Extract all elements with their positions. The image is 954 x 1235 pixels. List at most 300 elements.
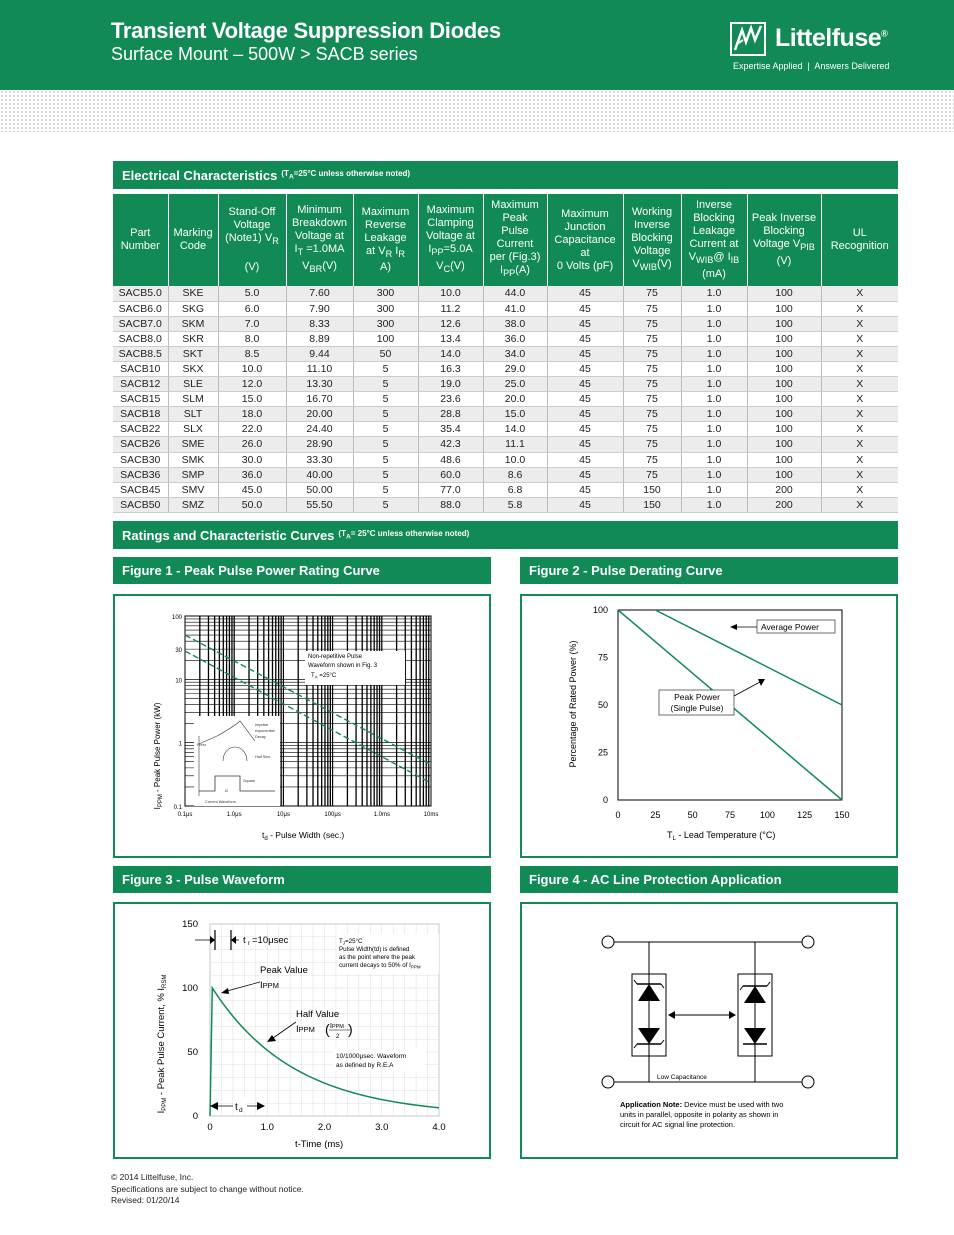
page-footer	[111, 1172, 304, 1207]
figure2-x-tick: 75	[724, 810, 736, 820]
brand-logo: Littelfuse®	[775, 24, 888, 52]
table-cell: X	[821, 437, 898, 452]
table-cell: 7.90	[286, 301, 353, 316]
table-cell: 10.0	[418, 286, 483, 301]
table-cell: SACB30	[113, 452, 168, 467]
table-cell: 45	[547, 497, 623, 512]
table-cell: SMK	[168, 452, 218, 467]
footer-revised: Revised: 01/20/14	[111, 1195, 180, 1205]
table-cell: 5	[353, 437, 418, 452]
table-cell: 16.70	[286, 392, 353, 407]
table-cell: 100	[747, 422, 821, 437]
peak-value-label: Peak Value IPPM	[260, 965, 308, 991]
table-cell: 1.0	[681, 437, 747, 452]
table-cell: 18.0	[218, 407, 286, 422]
table-cell: 11.2	[418, 301, 483, 316]
table-row	[113, 392, 898, 407]
page-header	[0, 0, 954, 90]
terminal-top-right	[802, 936, 814, 948]
table-cell: 150	[623, 497, 681, 512]
table-cell: X	[821, 301, 898, 316]
col-junction-capacitance: Maximum Junction Capacitance at 0 Volts (pF)	[547, 194, 623, 286]
table-cell: 100	[747, 407, 821, 422]
table-cell: 41.0	[483, 301, 547, 316]
figure1-y-tick: 0.1	[173, 805, 182, 811]
table-cell: SACB6.0	[113, 301, 168, 316]
low-capacitance-label: Low Capacitance	[657, 1074, 707, 1081]
table-cell: 29.0	[483, 361, 547, 376]
table-cell: 75	[623, 316, 681, 331]
peak-power-label: Peak Power (Single Pulse)	[670, 692, 724, 713]
col-peak-pulse-current: Maximum Peak Pulse Current per (Fig.3) $I_{PP}(A)$	[483, 194, 547, 286]
table-cell: 1.0	[681, 467, 747, 482]
table-cell: SKT	[168, 346, 218, 361]
table-cell: 15.0	[483, 407, 547, 422]
footer-disclaimer: Specifications are subject to change without notice.	[111, 1183, 304, 1194]
table-cell: 100	[747, 346, 821, 361]
table-cell: X	[821, 331, 898, 346]
table-cell: 8.6	[483, 467, 547, 482]
figure2-ylabel: Percentage of Rated Power (%)	[568, 640, 578, 768]
electrical-characteristics-table	[113, 194, 898, 513]
table-cell: 100	[747, 377, 821, 392]
figure1-title: Figure 1 - Peak Pulse Power Rating Curve	[113, 557, 491, 584]
figure2-chart	[522, 596, 896, 856]
table-cell: 75	[623, 452, 681, 467]
tvs-diode-left-icon	[638, 984, 660, 1001]
half-value-fraction: IPPM 2	[330, 1023, 344, 1040]
table-cell: SACB12	[113, 377, 168, 392]
col-breakdown-voltage: Minimum Breakdown Voltage at $I_T =1.0MA$ $V_{BR}(V)$	[286, 194, 353, 286]
table-row	[113, 452, 898, 467]
figure2-xlabel: $T_L$ - Lead Temperature (°C)	[667, 830, 776, 842]
table-cell: 5	[353, 407, 418, 422]
table-row	[113, 482, 898, 497]
table-cell: 5	[353, 377, 418, 392]
figure2-x-tick: 25	[650, 810, 661, 820]
table-cell: 1.0	[681, 392, 747, 407]
figure1-x-tick: 0.1μs	[177, 812, 193, 818]
table-cell: 45	[547, 467, 623, 482]
table-cell: 45	[547, 346, 623, 361]
figure2-x-tick: 50	[687, 810, 698, 820]
table-cell: 20.00	[286, 407, 353, 422]
table-cell: 5	[353, 452, 418, 467]
table-cell: X	[821, 482, 898, 497]
table-cell: 26.0	[218, 437, 286, 452]
table-cell: 75	[623, 346, 681, 361]
table-cell: 12.0	[218, 377, 286, 392]
table-cell: SME	[168, 437, 218, 452]
col-ul-recognition: UL Recognition	[821, 194, 898, 286]
figure1-y-tick: 1	[178, 741, 182, 748]
terminal-bottom-left	[602, 1076, 614, 1088]
table-cell: 45	[547, 377, 623, 392]
figure3-ylabel: $I_{PPM}$ - Peak Pulse Current, % $I_{RSM}$	[156, 974, 168, 1114]
rectifier-diode-left-icon	[638, 1028, 660, 1044]
table-cell: 100	[747, 301, 821, 316]
table-cell: 28.90	[286, 437, 353, 452]
table-cell: X	[821, 452, 898, 467]
table-cell: 8.5	[218, 346, 286, 361]
table-cell: 5.0	[218, 286, 286, 301]
table-cell: SMV	[168, 482, 218, 497]
half-value-paren-right: )	[348, 1021, 353, 1037]
table-cell: SACB15	[113, 392, 168, 407]
table-row	[113, 497, 898, 512]
table-cell: 75	[623, 392, 681, 407]
table-cell: SLM	[168, 392, 218, 407]
table-cell: X	[821, 407, 898, 422]
table-cell: 11.1	[483, 437, 547, 452]
table-cell: 1.0	[681, 331, 747, 346]
table-row	[113, 377, 898, 392]
figure3-panel	[113, 902, 491, 1159]
table-cell: 300	[353, 286, 418, 301]
table-cell: 22.0	[218, 422, 286, 437]
table-cell: X	[821, 361, 898, 376]
table-cell: 40.00	[286, 467, 353, 482]
figure1-panel	[113, 594, 491, 858]
table-cell: 45	[547, 361, 623, 376]
figure3-x-tick: 1.0	[260, 1122, 274, 1133]
figure2-y-tick: 75	[597, 652, 608, 663]
table-cell: X	[821, 346, 898, 361]
figure1-inset-waveform	[194, 716, 280, 806]
table-cell: 100	[747, 286, 821, 301]
figure3-y-tick: 150	[182, 919, 198, 930]
table-cell: 50	[353, 346, 418, 361]
table-cell: SACB50	[113, 497, 168, 512]
page-subtitle: Surface Mount – 500W > SACB series	[111, 44, 418, 64]
table-cell: 45	[547, 316, 623, 331]
table-cell: 75	[623, 422, 681, 437]
table-cell: 12.6	[418, 316, 483, 331]
table-cell: 1.0	[681, 422, 747, 437]
table-cell: SACB26	[113, 437, 168, 452]
table-cell: SACB10	[113, 361, 168, 376]
figure1-chart	[115, 596, 489, 856]
figure2-x-tick: 100	[759, 810, 775, 820]
table-cell: 13.30	[286, 377, 353, 392]
table-cell: 5.8	[483, 497, 547, 512]
table-cell: 16.3	[418, 361, 483, 376]
col-marking-code: Marking Code	[168, 194, 218, 286]
svg-text:d: d	[239, 1107, 243, 1114]
table-cell: 44.0	[483, 286, 547, 301]
table-cell: 5	[353, 482, 418, 497]
table-cell: 100	[747, 452, 821, 467]
table-cell: 75	[623, 301, 681, 316]
figure1-x-tick: 1.0μs	[226, 812, 242, 818]
table-cell: 8.89	[286, 331, 353, 346]
table-cell: 100	[353, 331, 418, 346]
figure1-x-tick: 10ms	[423, 812, 439, 818]
table-cell: 1.0	[681, 301, 747, 316]
table-row	[113, 407, 898, 422]
electrical-characteristics-header: Electrical Characteristics ($T_A=25^\circ C$ unless otherwise noted)	[113, 161, 898, 189]
table-cell: 1.0	[681, 452, 747, 467]
table-cell: 7.0	[218, 316, 286, 331]
figure3-x-tick: 4.0	[432, 1122, 446, 1133]
table-cell: 45	[547, 437, 623, 452]
table-cell: SLE	[168, 377, 218, 392]
figure2-y-tick: 100	[592, 605, 608, 615]
table-cell: 60.0	[418, 467, 483, 482]
table-cell: 77.0	[418, 482, 483, 497]
svg-text:t: t	[235, 1102, 238, 1113]
table-cell: 36.0	[218, 467, 286, 482]
table-cell: 1.0	[681, 377, 747, 392]
table-cell: 75	[623, 361, 681, 376]
table-header-row	[113, 194, 898, 286]
table-cell: 1.0	[681, 482, 747, 497]
table-cell: 75	[623, 437, 681, 452]
svg-text:t: t	[243, 935, 246, 946]
table-cell: 30.0	[218, 452, 286, 467]
figure3-x-tick: 2.0	[317, 1122, 332, 1133]
table-cell: SLT	[168, 407, 218, 422]
table-cell: SKE	[168, 286, 218, 301]
table-cell: 100	[747, 361, 821, 376]
table-cell: 50.00	[286, 482, 353, 497]
figure2-x-tick: 0	[615, 810, 621, 820]
terminal-top-left	[602, 936, 614, 948]
table-cell: 1.0	[681, 407, 747, 422]
table-cell: 9.44	[286, 346, 353, 361]
figure4-panel	[520, 902, 898, 1159]
figure2-panel	[520, 594, 898, 858]
figure2-y-tick: 50	[597, 700, 608, 710]
table-row	[113, 301, 898, 316]
table-row	[113, 316, 898, 331]
table-cell: SACB36	[113, 467, 168, 482]
table-cell: 1.0	[681, 286, 747, 301]
page-title: Transient Voltage Suppression Diodes	[111, 18, 501, 43]
table-cell: 45	[547, 286, 623, 301]
table-cell: 36.0	[483, 331, 547, 346]
figure3-note: $T_J=25^\circ C$ Pulse Width(td) is defined as the point where the peak current decays to 50% of $I_{PPM}$	[339, 938, 421, 970]
table-cell: SACB5.0	[113, 286, 168, 301]
table-cell: 8.33	[286, 316, 353, 331]
table-cell: 10.0	[483, 452, 547, 467]
table-cell: SACB8.0	[113, 331, 168, 346]
table-cell: SKX	[168, 361, 218, 376]
figure2-y-tick: 0	[602, 795, 608, 805]
table-cell: X	[821, 392, 898, 407]
ac-line-protection-circuit	[522, 904, 896, 1157]
figure2-x-tick: 125	[797, 810, 813, 820]
table-cell: 5	[353, 361, 418, 376]
table-cell: 8.0	[218, 331, 286, 346]
table-cell: X	[821, 286, 898, 301]
table-row	[113, 361, 898, 376]
svg-text:Impulse exponential: Impulse exponential Decay Half Sine Square Current Waveform PPPM t2	[197, 723, 275, 804]
figure1-note: Non-repetitive Pulse Waveform shown in Fig. 3 $T_A =25^\circ C$	[308, 654, 378, 680]
table-cell: 45	[547, 407, 623, 422]
table-cell: 15.0	[218, 392, 286, 407]
table-cell: 42.3	[418, 437, 483, 452]
table-cell: 14.0	[418, 346, 483, 361]
table-cell: 25.0	[483, 377, 547, 392]
table-cell: 6.8	[483, 482, 547, 497]
table-cell: 6.0	[218, 301, 286, 316]
table-cell: SKG	[168, 301, 218, 316]
average-power-label: Average Power	[761, 622, 819, 632]
figure3-title: Figure 3 - Pulse Waveform	[113, 866, 491, 893]
table-cell: 45	[547, 482, 623, 497]
figure2-y-tick: 25	[597, 747, 608, 758]
figure1-y-tick: 30	[175, 648, 182, 655]
diode-symbols	[634, 980, 770, 1048]
table-cell: 50.0	[218, 497, 286, 512]
table-row	[113, 422, 898, 437]
table-cell: 1.0	[681, 361, 747, 376]
table-cell: SACB8.5	[113, 346, 168, 361]
table-cell: 5	[353, 392, 418, 407]
col-peak-inverse-voltage: Peak Inverse Blocking Voltage $V_{PIB}$ (V)	[747, 194, 821, 286]
table-cell: 300	[353, 316, 418, 331]
table-cell: 45.0	[218, 482, 286, 497]
table-cell: 75	[623, 331, 681, 346]
table-cell: X	[821, 377, 898, 392]
table-cell: 45	[547, 452, 623, 467]
figure3-x-tick: 3.0	[375, 1122, 389, 1133]
table-cell: 45	[547, 331, 623, 346]
col-standoff-voltage: Stand-Off Voltage (Note1) $V_R$ (V)	[218, 194, 286, 286]
figure4-title: Figure 4 - AC Line Protection Application	[520, 866, 898, 893]
table-row	[113, 286, 898, 301]
half-value-paren-left: (	[325, 1021, 330, 1037]
table-cell: 28.8	[418, 407, 483, 422]
table-cell: 23.6	[418, 392, 483, 407]
table-cell: 5	[353, 467, 418, 482]
col-working-inverse-voltage: Working Inverse Blocking Voltage $V_{WIB}(V)$	[623, 194, 681, 286]
table-cell: 75	[623, 407, 681, 422]
table-cell: 7.60	[286, 286, 353, 301]
table-cell: 200	[747, 482, 821, 497]
figure3-y-tick: 50	[187, 1047, 198, 1058]
figure1-y-tick: 10	[175, 678, 182, 685]
table-cell: X	[821, 422, 898, 437]
col-reverse-leakage: Maximum Reverse Leakage at $V_R$ $I_R$ A)	[353, 194, 418, 286]
figure2-x-tick: 150	[834, 810, 850, 820]
figure3-y-tick: 100	[182, 983, 198, 994]
table-cell: 75	[623, 377, 681, 392]
table-cell: 300	[353, 301, 418, 316]
figure2-title: Figure 2 - Pulse Derating Curve	[520, 557, 898, 584]
littelfuse-logo-icon	[730, 22, 766, 56]
table-cell: 5	[353, 422, 418, 437]
table-cell: 19.0	[418, 377, 483, 392]
table-cell: X	[821, 467, 898, 482]
table-row	[113, 346, 898, 361]
table-cell: 20.0	[483, 392, 547, 407]
figure3-y-tick: 0	[192, 1111, 198, 1122]
table-cell: 24.40	[286, 422, 353, 437]
table-cell: 5	[353, 497, 418, 512]
col-clamping-voltage: Maximum Clamping Voltage at $I_{PP}=5.0A$ $V_C(V)$	[418, 194, 483, 286]
figure3-chart	[115, 904, 489, 1157]
table-cell: 100	[747, 316, 821, 331]
arrow-left-head	[668, 1011, 675, 1019]
table-cell: SMP	[168, 467, 218, 482]
table-cell: 45	[547, 422, 623, 437]
table-cell: 75	[623, 286, 681, 301]
table-row	[113, 437, 898, 452]
table-cell: 13.4	[418, 331, 483, 346]
table-cell: 88.0	[418, 497, 483, 512]
table-cell: 38.0	[483, 316, 547, 331]
figure1-x-tick: 100μs	[324, 812, 341, 818]
svg-text:r: r	[248, 941, 250, 947]
table-cell: 48.6	[418, 452, 483, 467]
table-cell: SACB22	[113, 422, 168, 437]
terminal-bottom-right	[802, 1076, 814, 1088]
table-cell: SACB7.0	[113, 316, 168, 331]
table-cell: 14.0	[483, 422, 547, 437]
table-cell: 55.50	[286, 497, 353, 512]
table-cell: 45	[547, 301, 623, 316]
table-cell: SACB45	[113, 482, 168, 497]
table-cell: SKM	[168, 316, 218, 331]
figure1-x-tick: 1.0ms	[373, 812, 390, 818]
brand-tagline: Expertise Applied | Answers Delivered	[733, 61, 890, 71]
table-row	[113, 331, 898, 346]
half-value-label: Half Value IPPM	[296, 1009, 340, 1035]
col-part-number: Part Number	[113, 194, 168, 286]
table-cell: SMZ	[168, 497, 218, 512]
table-cell: 11.10	[286, 361, 353, 376]
figure3-note2: 10/1000μsec. Waveform as defined by R.E.A	[336, 1053, 407, 1069]
ratings-header: Ratings and Characteristic Curves ($T_A= 25^\circ C$ unless otherwise noted)	[113, 521, 898, 549]
table-cell: SACB18	[113, 407, 168, 422]
table-cell: 1.0	[681, 346, 747, 361]
table-cell: 33.30	[286, 452, 353, 467]
application-note: Application Note: Device must be used with two units in parallel, opposite in polarity as shown in circuit for AC signal line protection.	[620, 1100, 784, 1129]
table-cell: 100	[747, 467, 821, 482]
table-cell: X	[821, 497, 898, 512]
table-row	[113, 467, 898, 482]
table-cell: 45	[547, 392, 623, 407]
footer-copyright: © 2014 Littelfuse, Inc.	[111, 1172, 194, 1182]
table-cell: 10.0	[218, 361, 286, 376]
tvs-diode-right-icon	[744, 986, 766, 1003]
figure1-y-tick: 100	[171, 615, 182, 621]
dot-pattern-band	[0, 90, 954, 132]
table-cell: 34.0	[483, 346, 547, 361]
col-inverse-leakage-current: Inverse Blocking Leakage Current at $V_{WIB}@$ $I_{IB}$ (mA)	[681, 194, 747, 286]
table-cell: 35.4	[418, 422, 483, 437]
table-cell: 100	[747, 437, 821, 452]
table-cell: X	[821, 316, 898, 331]
table-cell: SLX	[168, 422, 218, 437]
figure1-xlabel: $t_d$ - Pulse Width (sec.)	[262, 830, 345, 842]
table-cell: 75	[623, 467, 681, 482]
figure3-xlabel: t-Time (ms)	[295, 1139, 344, 1150]
table-cell: 150	[623, 482, 681, 497]
table-cell: 1.0	[681, 497, 747, 512]
figure1-ylabel: $I_{PPM}$ - Peak Pulse Power (kW)	[153, 702, 164, 810]
rectifier-diode-right-icon	[744, 1028, 766, 1044]
table-cell: SKR	[168, 331, 218, 346]
table-cell: 100	[747, 331, 821, 346]
table-cell: 100	[747, 392, 821, 407]
table-cell: 200	[747, 497, 821, 512]
figure1-x-tick: 10μs	[276, 812, 290, 818]
figure3-x-tick: 0	[207, 1122, 213, 1133]
arrow-right-head	[729, 1011, 736, 1019]
